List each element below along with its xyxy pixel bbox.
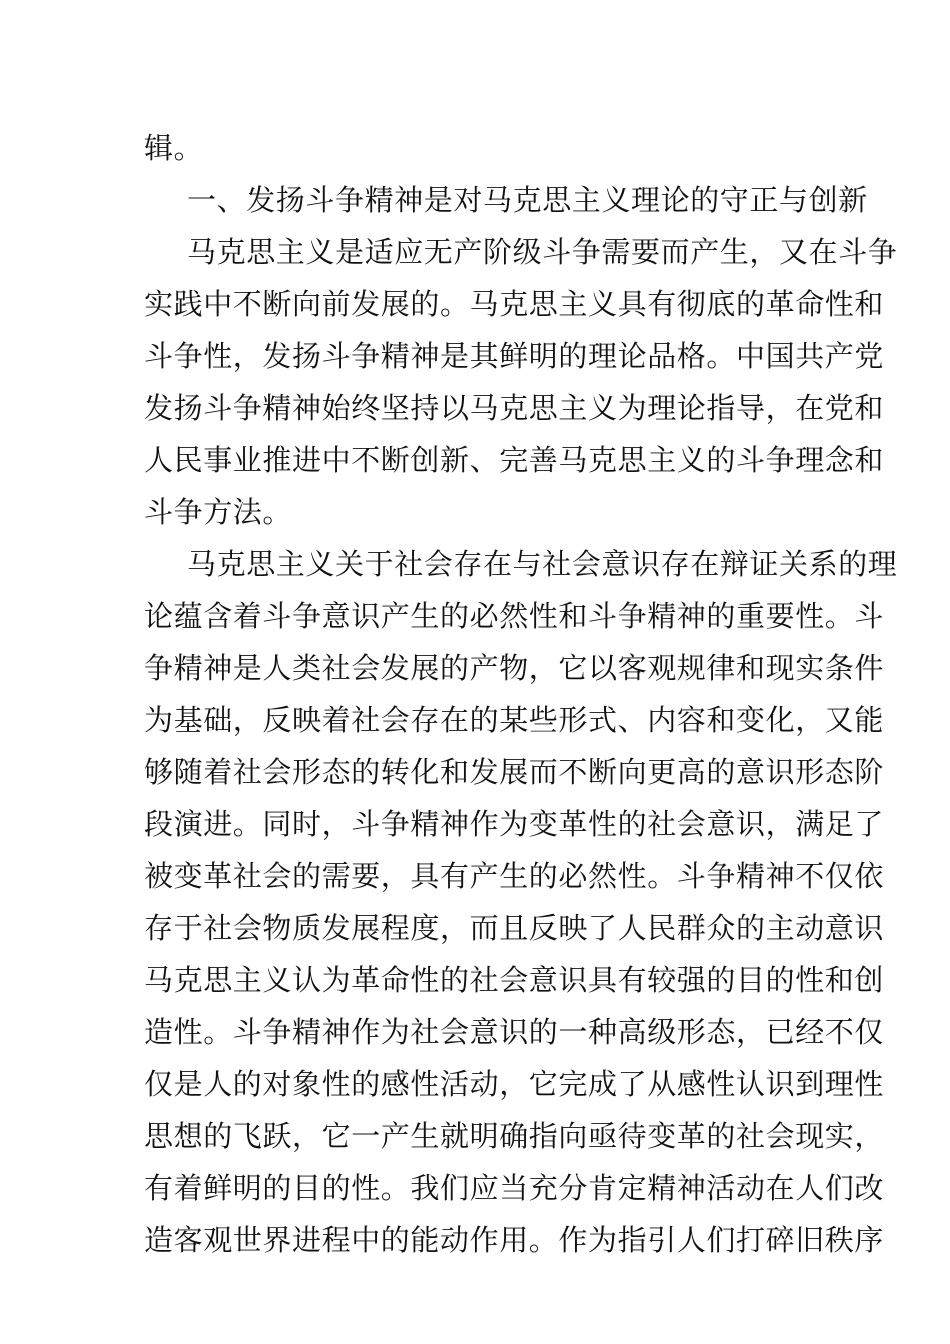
paragraph-2-line-6: 段演进。同时，斗争精神作为变革性的社会意识，满足了 <box>144 807 885 841</box>
paragraph-1-line-1: 马克思主义是适应无产阶级斗争需要而产生，又在斗争 <box>187 235 898 269</box>
paragraph-2-line-3: 争精神是人类社会发展的产物，它以客观规律和现实条件 <box>144 651 885 685</box>
paragraph-2-line-8: 存于社会物质发展程度，而且反映了人民群众的主动意识 <box>144 911 885 945</box>
paragraph-2-line-12: 思想的飞跃，它一产生就明确指向亟待变革的社会现实， <box>144 1119 885 1153</box>
paragraph-2-line-10: 造性。斗争精神作为社会意识的一种高级形态，已经不仅 <box>144 1015 885 1049</box>
paragraph-2-line-9: 马克思主义认为革命性的社会意识具有较强的目的性和创 <box>144 963 885 997</box>
paragraph-2-line-5: 够随着社会形态的转化和发展而不断向更高的意识形态阶 <box>144 755 885 789</box>
paragraph-2-line-4: 为基础，反映着社会存在的某些形式、内容和变化，又能 <box>144 703 885 737</box>
text-line-continuation: 辑。 <box>144 131 204 165</box>
paragraph-2-line-2: 论蕴含着斗争意识产生的必然性和斗争精神的重要性。斗 <box>144 599 885 633</box>
paragraph-2-line-11: 仅是人的对象性的感性活动，它完成了从感性认识到理性 <box>144 1067 885 1101</box>
paragraph-2-line-14: 造客观世界进程中的能动作用。作为指引人们打碎旧秩序 <box>144 1223 885 1257</box>
paragraph-1-line-3: 斗争性，发扬斗争精神是其鲜明的理论品格。中国共产党 <box>144 339 885 373</box>
paragraph-1-line-6: 斗争方法。 <box>144 495 293 529</box>
paragraph-1-line-2: 实践中不断向前发展的。马克思主义具有彻底的革命性和 <box>144 287 885 321</box>
paragraph-2-line-13: 有着鲜明的目的性。我们应当充分肯定精神活动在人们改 <box>144 1171 885 1205</box>
paragraph-2-line-1: 马克思主义关于社会存在与社会意识存在辩证关系的理 <box>187 547 898 581</box>
section-heading: 一、发扬斗争精神是对马克思主义理论的守正与创新 <box>187 183 868 217</box>
paragraph-2-line-7: 被变革社会的需要，具有产生的必然性。斗争精神不仅依 <box>144 859 885 893</box>
paragraph-1-line-4: 发扬斗争精神始终坚持以马克思主义为理论指导，在党和 <box>144 391 885 425</box>
paragraph-1-line-5: 人民事业推进中不断创新、完善马克思主义的斗争理念和 <box>144 443 885 477</box>
